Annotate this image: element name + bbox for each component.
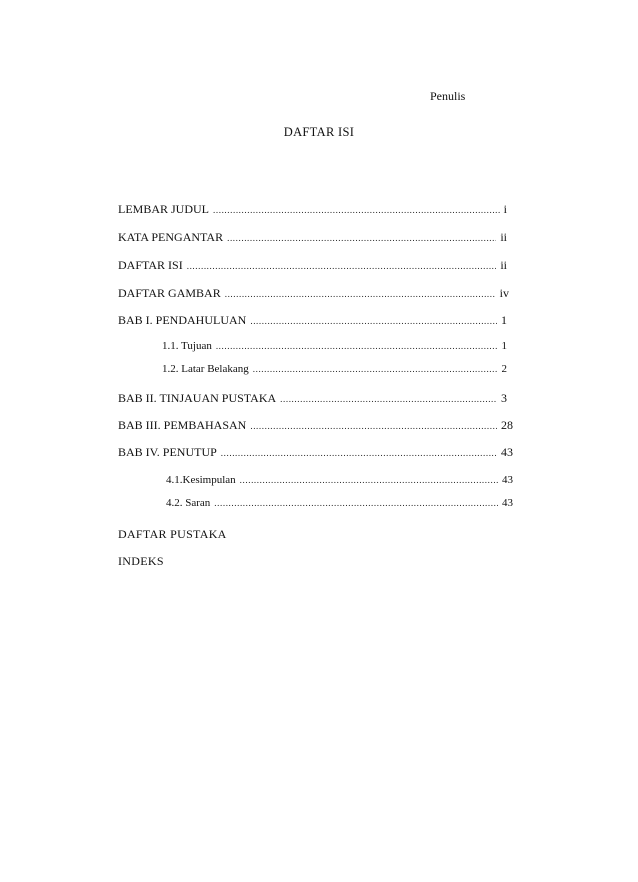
toc-entry-bab-3 [118,417,513,433]
toc-dot-leader [250,313,497,329]
toc-entry-1-2 [162,361,507,377]
toc-entry-page: ii [500,258,507,272]
toc-dot-leader [250,418,497,434]
toc-entry-label: 4.1.Kesimpulan [166,474,236,486]
toc-entry-label: BAB II. TINJAUAN PUSTAKA [118,391,277,405]
page-title: DAFTAR ISI [283,125,355,139]
toc-entry-bab-2 [118,390,507,406]
toc-dot-leader [216,338,498,354]
toc-dot-leader [280,391,497,407]
toc-entry-lembar-judul [118,201,507,217]
toc-entry-daftar-isi [118,257,507,273]
toc-entry-label: 1.1. Tujuan [162,340,212,352]
toc-entry-page: ii [500,230,507,244]
toc-entry-label: DAFTAR ISI [118,258,183,272]
toc-entry-4-1 [166,472,513,488]
toc-entry-page: 43 [502,474,513,486]
toc-entry-label: DAFTAR GAMBAR [118,286,221,300]
toc-entry-bab-4 [118,444,513,460]
toc-entry-daftar-gambar [118,285,509,301]
toc-entry-page: 43 [502,497,513,509]
toc-entry-page: 3 [501,391,507,405]
toc-entry-1-1 [162,338,507,354]
toc-entry-label: BAB III. PEMBAHASAN [118,418,247,432]
toc-entry-page: 1 [501,340,507,352]
toc-entry-label: BAB IV. PENUTUP [118,445,217,459]
toc-entry-label: KATA PENGANTAR [118,230,224,244]
toc-dot-leader [253,361,498,377]
toc-daftar-pustaka: DAFTAR PUSTAKA [118,527,227,541]
toc-entry-page: 43 [501,445,513,459]
toc-entry-page: iv [499,286,509,300]
toc-entry-label: LEMBAR JUDUL [118,202,210,216]
toc-dot-leader [225,286,496,302]
toc-dot-leader [187,258,497,274]
toc-entry-kata-pengantar [118,229,507,245]
toc-entry-4-2 [166,495,513,511]
toc-entry-page: 28 [501,418,513,432]
toc-indeks: INDEKS [118,554,164,568]
toc-entry-label: 1.2. Latar Belakang [162,363,249,375]
toc-dot-leader [213,202,500,218]
toc-entry-page: i [503,202,507,216]
toc-dot-leader [221,445,497,461]
toc-entry-bab-1 [118,312,507,328]
toc-entry-page: 2 [501,363,507,375]
toc-entry-page: 1 [501,313,507,327]
toc-dot-leader [240,472,498,488]
toc-dot-leader [214,495,498,511]
toc-dot-leader [227,230,496,246]
toc-entry-label: BAB I. PENDAHULUAN [118,313,247,327]
author-label: Penulis [430,89,466,103]
toc-entry-label: 4.2. Saran [166,497,211,509]
